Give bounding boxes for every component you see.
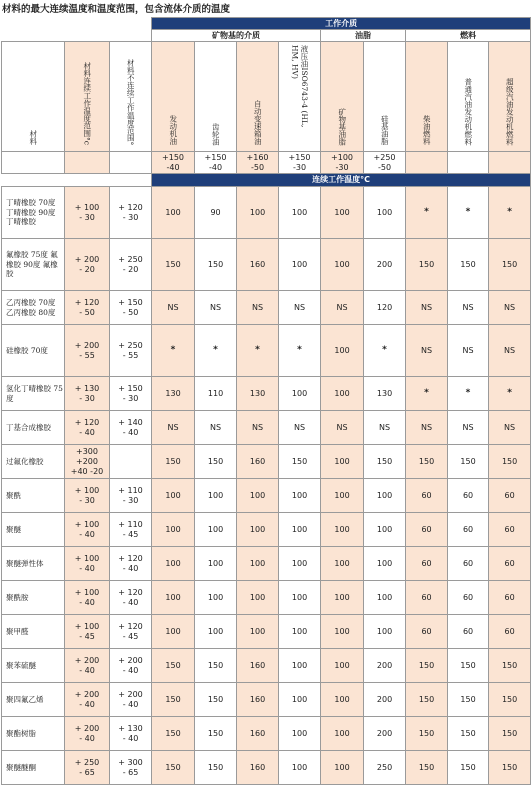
temp-value-diesel-fuel: 150 (406, 239, 448, 291)
col-material: 材料 (2, 42, 65, 152)
temp-value-silicone-grease: NS (364, 411, 406, 445)
col-engine-oil: 发动机油 (152, 42, 195, 152)
temp-value-gear-oil: NS (195, 291, 237, 325)
temp-value-atf: 130 (237, 377, 279, 411)
table-row (2, 513, 531, 547)
temp-value-diesel-fuel: 150 (406, 683, 448, 717)
temp-value-atf: 100 (237, 479, 279, 513)
temp-value-engine-oil: 150 (152, 751, 195, 785)
temp-value-hydraulic-oil: 100 (279, 547, 321, 581)
temp-value-atf: 100 (237, 187, 279, 239)
temp-value-gear-oil: 150 (195, 683, 237, 717)
temp-value-mineral-grease: 100 (321, 615, 364, 649)
temp-value-diesel-fuel: 60 (406, 513, 448, 547)
continuous-range: + 100 - 45 (65, 615, 110, 649)
temp-value-silicone-grease: 100 (364, 479, 406, 513)
continuous-range: + 100 - 30 (65, 187, 110, 239)
intermittent-range: + 120 - 40 (110, 547, 152, 581)
medium-range-gear-oil: +150 -40 (195, 152, 237, 174)
continuous-range: + 200 - 55 (65, 325, 110, 377)
table-row (2, 615, 531, 649)
temp-value-hydraulic-oil: 150 (279, 445, 321, 479)
temp-value-regular-gasoline: 150 (448, 683, 489, 717)
col-hydraulic-oil: 液压油ISO6743-4 (HL, HM, HV) (279, 42, 321, 152)
temp-value-silicone-grease: 150 (364, 445, 406, 479)
temp-value-super-gasoline: NS (489, 411, 531, 445)
temp-value-super-gasoline: 150 (489, 717, 531, 751)
temp-value-hydraulic-oil: 100 (279, 377, 321, 411)
material-name: 聚甲醛 (2, 615, 65, 649)
medium-range-engine-oil: +150 -40 (152, 152, 195, 174)
table-row (2, 187, 531, 239)
temp-value-atf: NS (237, 291, 279, 325)
continuous-range: + 200 - 20 (65, 239, 110, 291)
continuous-range: + 130 - 30 (65, 377, 110, 411)
temp-value-super-gasoline: 60 (489, 581, 531, 615)
material-name: 聚四氟乙烯 (2, 683, 65, 717)
material-name: 丁晴橡胶 70度 丁晴橡胶 90度 丁晴橡胶 (2, 187, 65, 239)
temp-value-silicone-grease: 100 (364, 615, 406, 649)
temperature-table (1, 17, 531, 785)
temp-value-engine-oil: 150 (152, 683, 195, 717)
temp-value-regular-gasoline: 150 (448, 717, 489, 751)
temp-value-mineral-grease: 100 (321, 751, 364, 785)
temp-value-gear-oil: 150 (195, 239, 237, 291)
temp-value-super-gasoline: NS (489, 325, 531, 377)
temp-value-mineral-grease: 100 (321, 649, 364, 683)
temp-value-diesel-fuel: 60 (406, 615, 448, 649)
temp-value-diesel-fuel: 150 (406, 751, 448, 785)
temp-value-atf: 100 (237, 581, 279, 615)
temp-value-atf: 160 (237, 751, 279, 785)
continuous-range: + 120 - 40 (65, 411, 110, 445)
range-empty-2 (65, 152, 110, 174)
intermittent-range: + 150 - 50 (110, 291, 152, 325)
temp-value-silicone-grease: 130 (364, 377, 406, 411)
temp-value-mineral-grease: 100 (321, 717, 364, 751)
temp-value-hydraulic-oil: 100 (279, 513, 321, 547)
temp-value-atf: 100 (237, 513, 279, 547)
continuous-range: + 250 - 65 (65, 751, 110, 785)
intermittent-range: + 200 - 40 (110, 649, 152, 683)
intermittent-range: + 120 - 30 (110, 187, 152, 239)
temp-value-engine-oil: 130 (152, 377, 195, 411)
temp-value-diesel-fuel: * (406, 187, 448, 239)
medium-range-diesel-fuel (406, 152, 448, 174)
temp-value-hydraulic-oil: 100 (279, 717, 321, 751)
col-diesel-fuel: 柴油燃料 (406, 42, 448, 152)
temp-value-engine-oil: 100 (152, 479, 195, 513)
table-row (2, 445, 531, 479)
temp-value-silicone-grease: 200 (364, 683, 406, 717)
temp-value-super-gasoline: 60 (489, 547, 531, 581)
continuous-range: + 120 - 50 (65, 291, 110, 325)
temp-value-diesel-fuel: 150 (406, 717, 448, 751)
temp-value-hydraulic-oil: 100 (279, 751, 321, 785)
range-empty-1 (2, 152, 65, 174)
temp-value-engine-oil: 100 (152, 615, 195, 649)
temp-value-diesel-fuel: NS (406, 411, 448, 445)
temp-value-regular-gasoline: 60 (448, 479, 489, 513)
material-name: 氟橡胶 75度 氟橡胶 90度 氟橡胶 (2, 239, 65, 291)
temp-value-atf: 160 (237, 649, 279, 683)
intermittent-range: + 110 - 45 (110, 513, 152, 547)
temp-value-regular-gasoline: 60 (448, 615, 489, 649)
temp-value-hydraulic-oil: 100 (279, 187, 321, 239)
temp-value-hydraulic-oil: 100 (279, 615, 321, 649)
temp-value-silicone-grease: 250 (364, 751, 406, 785)
temp-value-engine-oil: 100 (152, 581, 195, 615)
col-atf: 自动变速箱油 (237, 42, 279, 152)
temp-value-mineral-grease: 100 (321, 581, 364, 615)
col-regular-gasoline: 普通汽油发动机燃料 (448, 42, 489, 152)
temp-value-mineral-grease: 100 (321, 187, 364, 239)
group-mineral-media: 矿物基的介质 (152, 30, 321, 42)
temp-value-hydraulic-oil: NS (279, 411, 321, 445)
intermittent-range: + 120 - 40 (110, 581, 152, 615)
continuous-range: + 200 - 40 (65, 683, 110, 717)
temp-value-gear-oil: 110 (195, 377, 237, 411)
temp-value-super-gasoline: * (489, 377, 531, 411)
temp-value-mineral-grease: 100 (321, 683, 364, 717)
material-name: 聚酰 (2, 479, 65, 513)
material-name: 氢化丁晴橡胶 75度 (2, 377, 65, 411)
page-title: 材料的最大连续温度和温度范围，包含流体介质的温度 (2, 4, 231, 15)
temp-value-gear-oil: NS (195, 411, 237, 445)
material-name: 聚酰胺 (2, 581, 65, 615)
temp-value-atf: 160 (237, 717, 279, 751)
temp-value-diesel-fuel: NS (406, 325, 448, 377)
intermittent-range: + 250 - 20 (110, 239, 152, 291)
temp-value-regular-gasoline: NS (448, 291, 489, 325)
temp-value-diesel-fuel: 60 (406, 547, 448, 581)
continuous-range: + 100 - 40 (65, 547, 110, 581)
group-grease: 油脂 (321, 30, 406, 42)
temp-value-regular-gasoline: 150 (448, 649, 489, 683)
temp-value-atf: * (237, 325, 279, 377)
temp-value-silicone-grease: 200 (364, 717, 406, 751)
medium-range-silicone-grease: +250 -50 (364, 152, 406, 174)
temp-value-super-gasoline: 150 (489, 683, 531, 717)
material-name: 聚醚 (2, 513, 65, 547)
temp-value-mineral-grease: 100 (321, 445, 364, 479)
medium-range-regular-gasoline (448, 152, 489, 174)
medium-range-super-gasoline (489, 152, 531, 174)
intermittent-range (110, 445, 152, 479)
temp-value-gear-oil: 100 (195, 581, 237, 615)
temp-value-gear-oil: 150 (195, 445, 237, 479)
continuous-range: +300 +200 +40 -20 (65, 445, 110, 479)
temp-value-mineral-grease: 100 (321, 479, 364, 513)
temp-value-regular-gasoline: 60 (448, 547, 489, 581)
group-fuel: 燃料 (406, 30, 531, 42)
table-row (2, 479, 531, 513)
temp-value-regular-gasoline: * (448, 187, 489, 239)
table-row (2, 751, 531, 785)
continuous-temp-band: 连续工作温度°C (152, 174, 531, 187)
temp-value-super-gasoline: 150 (489, 239, 531, 291)
medium-range-atf: +160 -50 (237, 152, 279, 174)
temp-value-engine-oil: 100 (152, 547, 195, 581)
medium-range-hydraulic-oil: +150 -30 (279, 152, 321, 174)
temp-value-super-gasoline: 150 (489, 445, 531, 479)
intermittent-range: + 200 - 40 (110, 683, 152, 717)
temp-value-silicone-grease: * (364, 325, 406, 377)
temp-value-silicone-grease: 100 (364, 547, 406, 581)
temp-value-atf: 100 (237, 615, 279, 649)
temp-value-gear-oil: 100 (195, 547, 237, 581)
temp-value-diesel-fuel: 60 (406, 479, 448, 513)
temp-value-silicone-grease: 100 (364, 581, 406, 615)
col-intermittent-range: 材料不连续工作温度范围° (110, 42, 152, 152)
temp-value-mineral-grease: NS (321, 291, 364, 325)
temp-value-regular-gasoline: * (448, 377, 489, 411)
temp-value-engine-oil: NS (152, 411, 195, 445)
intermittent-range: + 120 - 45 (110, 615, 152, 649)
temp-value-regular-gasoline: 150 (448, 445, 489, 479)
temp-value-diesel-fuel: 150 (406, 445, 448, 479)
col-continuous-range: 材料连续工作温度范围°c (65, 42, 110, 152)
temp-value-gear-oil: * (195, 325, 237, 377)
temp-value-hydraulic-oil: * (279, 325, 321, 377)
temp-value-mineral-grease: 100 (321, 239, 364, 291)
temp-value-super-gasoline: 150 (489, 649, 531, 683)
material-name: 丁基合成橡胶 (2, 411, 65, 445)
continuous-range: + 100 - 40 (65, 581, 110, 615)
temp-value-diesel-fuel: * (406, 377, 448, 411)
material-name: 聚苯硫醚 (2, 649, 65, 683)
temp-value-mineral-grease: 100 (321, 547, 364, 581)
temp-value-hydraulic-oil: 100 (279, 649, 321, 683)
material-name: 过氟化橡胶 (2, 445, 65, 479)
intermittent-range: + 110 - 30 (110, 479, 152, 513)
medium-range-mineral-grease: +100 -30 (321, 152, 364, 174)
temp-value-diesel-fuel: NS (406, 291, 448, 325)
material-name: 聚醚醚酮 (2, 751, 65, 785)
intermittent-range: + 300 - 65 (110, 751, 152, 785)
intermittent-range: + 130 - 40 (110, 717, 152, 751)
col-gear-oil: 齿轮油 (195, 42, 237, 152)
temp-value-super-gasoline: * (489, 187, 531, 239)
temp-value-mineral-grease: 100 (321, 325, 364, 377)
intermittent-range: + 140 - 40 (110, 411, 152, 445)
working-medium-header: 工作介质 (152, 18, 531, 30)
table-row (2, 325, 531, 377)
temp-value-silicone-grease: 120 (364, 291, 406, 325)
temp-value-hydraulic-oil: NS (279, 291, 321, 325)
temp-value-atf: NS (237, 411, 279, 445)
temp-value-gear-oil: 150 (195, 717, 237, 751)
temp-value-hydraulic-oil: 100 (279, 479, 321, 513)
range-empty-3 (110, 152, 152, 174)
col-super-gasoline: 超级汽油发动机燃料 (489, 42, 531, 152)
temp-value-gear-oil: 100 (195, 615, 237, 649)
col-silicone-grease: 硅基油脂 (364, 42, 406, 152)
temp-value-gear-oil: 150 (195, 751, 237, 785)
intermittent-range: + 150 - 30 (110, 377, 152, 411)
table-row (2, 291, 531, 325)
temp-value-super-gasoline: 150 (489, 751, 531, 785)
table-row (2, 649, 531, 683)
temp-value-atf: 160 (237, 683, 279, 717)
temp-value-regular-gasoline: 60 (448, 581, 489, 615)
temp-value-regular-gasoline: 150 (448, 751, 489, 785)
material-name: 硅橡胶 70度 (2, 325, 65, 377)
temp-value-silicone-grease: 200 (364, 239, 406, 291)
temp-value-diesel-fuel: 150 (406, 649, 448, 683)
temp-value-hydraulic-oil: 100 (279, 239, 321, 291)
material-name: 聚醚弹性体 (2, 547, 65, 581)
temp-value-super-gasoline: 60 (489, 479, 531, 513)
temp-value-engine-oil: 150 (152, 445, 195, 479)
table-row (2, 547, 531, 581)
temp-value-gear-oil: 100 (195, 513, 237, 547)
temp-value-gear-oil: 90 (195, 187, 237, 239)
temp-value-atf: 160 (237, 445, 279, 479)
temp-value-hydraulic-oil: 100 (279, 683, 321, 717)
temp-value-silicone-grease: 100 (364, 513, 406, 547)
table-row (2, 239, 531, 291)
temp-value-mineral-grease: NS (321, 411, 364, 445)
temp-value-engine-oil: 100 (152, 513, 195, 547)
temp-value-super-gasoline: NS (489, 291, 531, 325)
material-name: 聚酯树脂 (2, 717, 65, 751)
temp-value-regular-gasoline: 150 (448, 239, 489, 291)
continuous-range: + 100 - 30 (65, 479, 110, 513)
table-row (2, 581, 531, 615)
temp-value-engine-oil: * (152, 325, 195, 377)
temp-value-atf: 100 (237, 547, 279, 581)
continuous-range: + 200 - 40 (65, 649, 110, 683)
temp-value-super-gasoline: 60 (489, 615, 531, 649)
table-row (2, 377, 531, 411)
temp-value-mineral-grease: 100 (321, 377, 364, 411)
temp-value-regular-gasoline: NS (448, 325, 489, 377)
temp-value-regular-gasoline: NS (448, 411, 489, 445)
material-name: 乙丙橡胶 70度 乙丙橡胶 80度 (2, 291, 65, 325)
temp-value-regular-gasoline: 60 (448, 513, 489, 547)
continuous-range: + 100 - 40 (65, 513, 110, 547)
temp-value-engine-oil: 150 (152, 717, 195, 751)
temp-value-silicone-grease: 200 (364, 649, 406, 683)
temp-value-engine-oil: 150 (152, 649, 195, 683)
intermittent-range: + 250 - 55 (110, 325, 152, 377)
continuous-range: + 200 - 40 (65, 717, 110, 751)
temp-value-engine-oil: 150 (152, 239, 195, 291)
col-mineral-grease: 矿物基油脂 (321, 42, 364, 152)
temp-value-gear-oil: 150 (195, 649, 237, 683)
temp-value-hydraulic-oil: 100 (279, 581, 321, 615)
temp-value-atf: 160 (237, 239, 279, 291)
temp-value-diesel-fuel: 60 (406, 581, 448, 615)
table-row (2, 411, 531, 445)
temp-value-gear-oil: 100 (195, 479, 237, 513)
temp-value-engine-oil: 100 (152, 187, 195, 239)
temp-value-engine-oil: NS (152, 291, 195, 325)
table-row (2, 717, 531, 751)
temp-value-silicone-grease: 100 (364, 187, 406, 239)
temp-value-mineral-grease: 100 (321, 513, 364, 547)
temp-value-super-gasoline: 60 (489, 513, 531, 547)
